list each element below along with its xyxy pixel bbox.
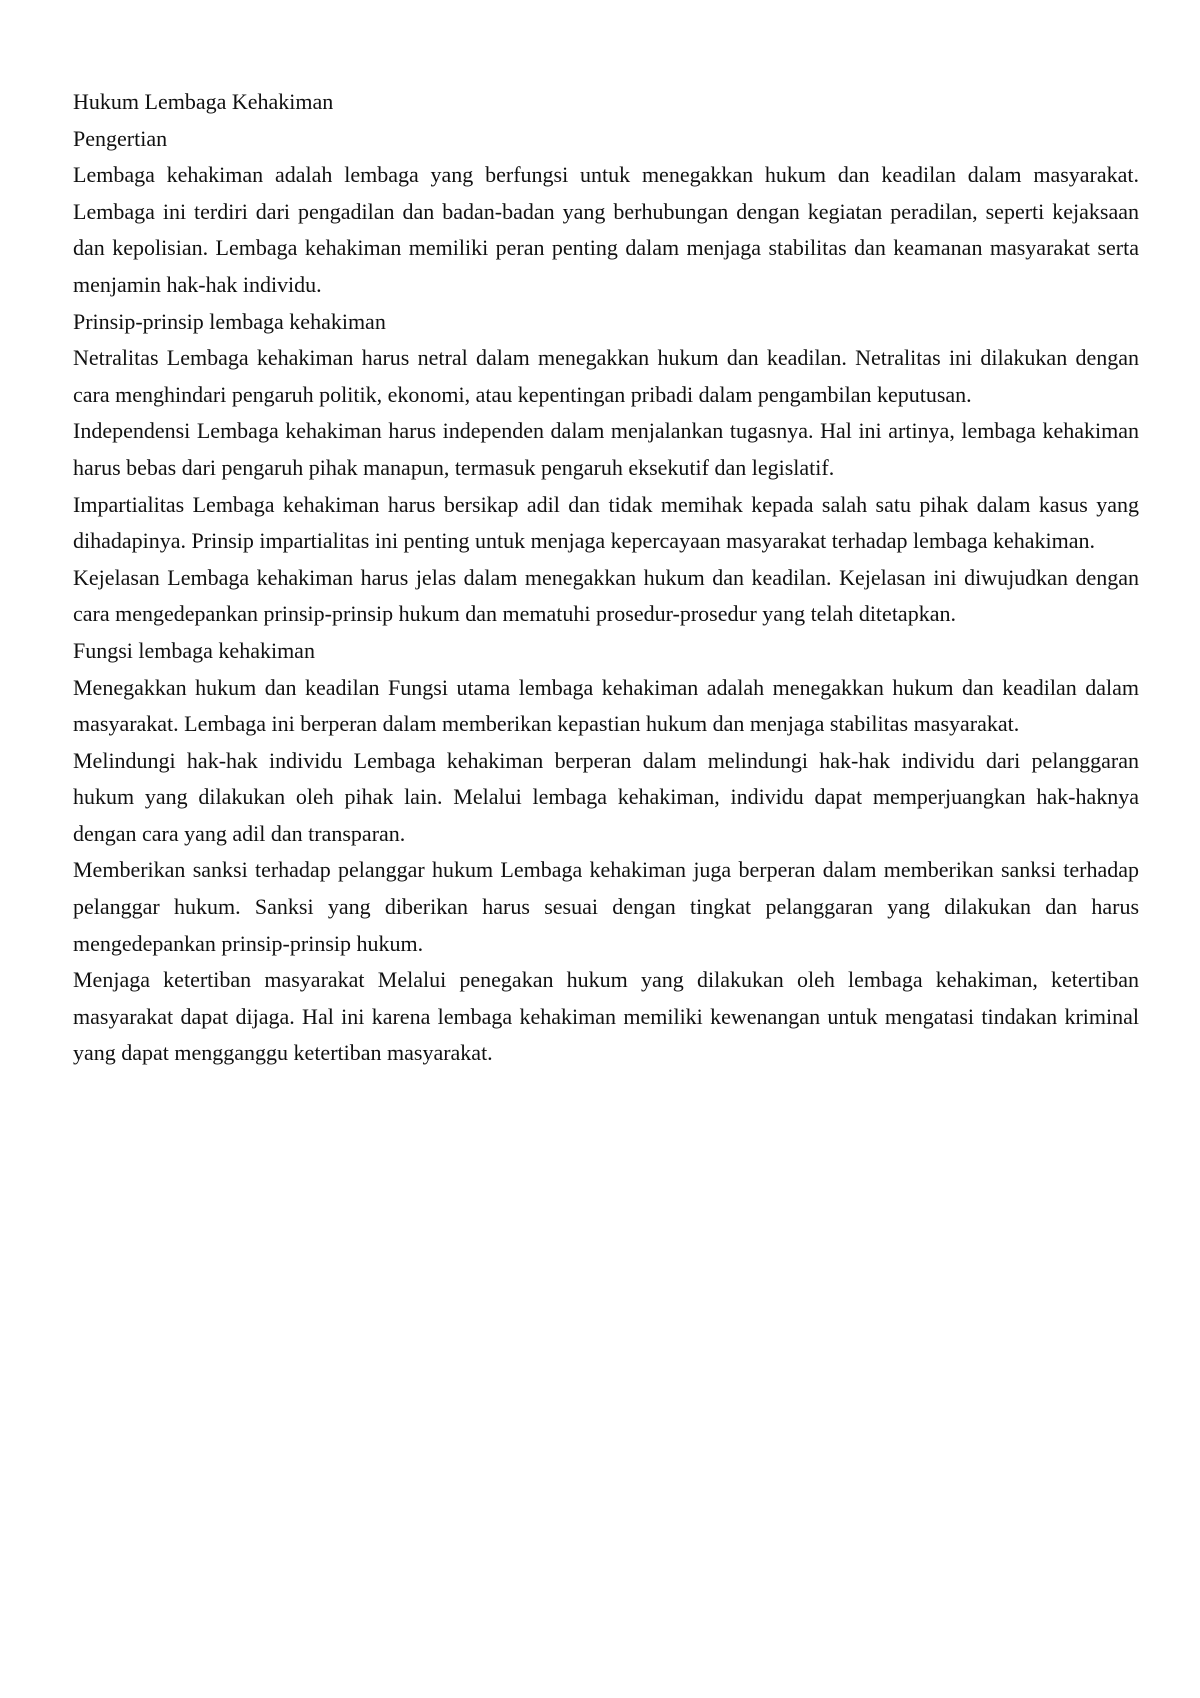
document-title: Hukum Lembaga Kehakiman	[73, 89, 334, 114]
heading-fungsi: Fungsi lembaga kehakiman	[73, 637, 315, 663]
paragraph-menjaga-ketertiban: Menjaga ketertiban masyarakat Melalui penegakan hukum yang dilakukan oleh lembaga kehakiman, ketertiban masyarakat dapat dijaga. Hal ini karena lembaga kehakiman memiliki kewenangan untuk mengatasi tindakan kriminal yang dapat mengganggu ketertiban masyarakat.	[73, 967, 1139, 1066]
paragraph-independensi: Independensi Lembaga kehakiman harus independen dalam menjalankan tugasnya. Hal ini artinya, lembaga kehakiman harus bebas dari pengaruh pihak manapun, termasuk pengaruh eksekutif dan legislatif.	[73, 418, 1139, 480]
heading-prinsip: Prinsip-prinsip lembaga kehakiman	[73, 308, 386, 334]
paragraph-impartialitas: Impartialitas Lembaga kehakiman harus bersikap adil dan tidak memihak kepada salah satu pihak dalam kasus yang dihadapinya. Prinsip impartialitas ini penting untuk menjaga kepercayaan masyarakat terhadap lembaga kehakiman.	[73, 491, 1139, 554]
paragraph-menegakkan-hukum: Menegakkan hukum dan keadilan Fungsi utama lembaga kehakiman adalah menegakkan hukum dan keadilan dalam masyarakat. Lembaga ini berperan dalam memberikan kepastian hukum dan menjaga stabilitas masyarakat.	[73, 674, 1139, 737]
paragraph-kejelasan: Kejelasan Lembaga kehakiman harus jelas dalam menegakkan hukum dan keadilan. Kejelasan ini diwujudkan dengan cara mengedepankan prinsip-prinsip hukum dan mematuhi prosedur-prosedur yang telah ditetapkan.	[73, 564, 1139, 627]
paragraph-memberikan-sanksi: Memberikan sanksi terhadap pelanggar hukum Lembaga kehakiman juga berperan dalam memberikan sanksi terhadap pelanggar hukum. Sanksi yang diberikan harus sesuai dengan tingkat pelanggaran yang dilakukan dan harus mengedepankan prinsip-prinsip hukum.	[73, 857, 1139, 956]
paragraph-melindungi-hak: Melindungi hak-hak individu Lembaga kehakiman berperan dalam melindungi hak-hak individu dari pelanggaran hukum yang dilakukan oleh pihak lain. Melalui lembaga kehakiman, individu dapat memperjuangkan hak-haknya dengan cara yang adil dan transparan.	[73, 747, 1139, 846]
paragraph-pengertian: Lembaga kehakiman adalah lembaga yang berfungsi untuk menegakkan hukum dan keadilan dalam masyarakat. Lembaga ini terdiri dari pengadilan dan badan-badan yang berhubungan dengan kegiatan peradilan, seperti kejaksaan dan kepolisian. Lembaga kehakiman memiliki peran penting dalam menjaga stabilitas dan keamanan masyarakat serta menjamin hak-hak individu.	[73, 162, 1139, 297]
document-page	[73, 84, 1139, 1072]
heading-pengertian: Pengertian	[73, 125, 168, 151]
paragraph-netralitas: Netralitas Lembaga kehakiman harus netral dalam menegakkan hukum dan keadilan. Netralitas ini dilakukan dengan cara menghindari pengaruh politik, ekonomi, atau kepentingan pribadi dalam pengambilan keputusan.	[73, 345, 1139, 407]
